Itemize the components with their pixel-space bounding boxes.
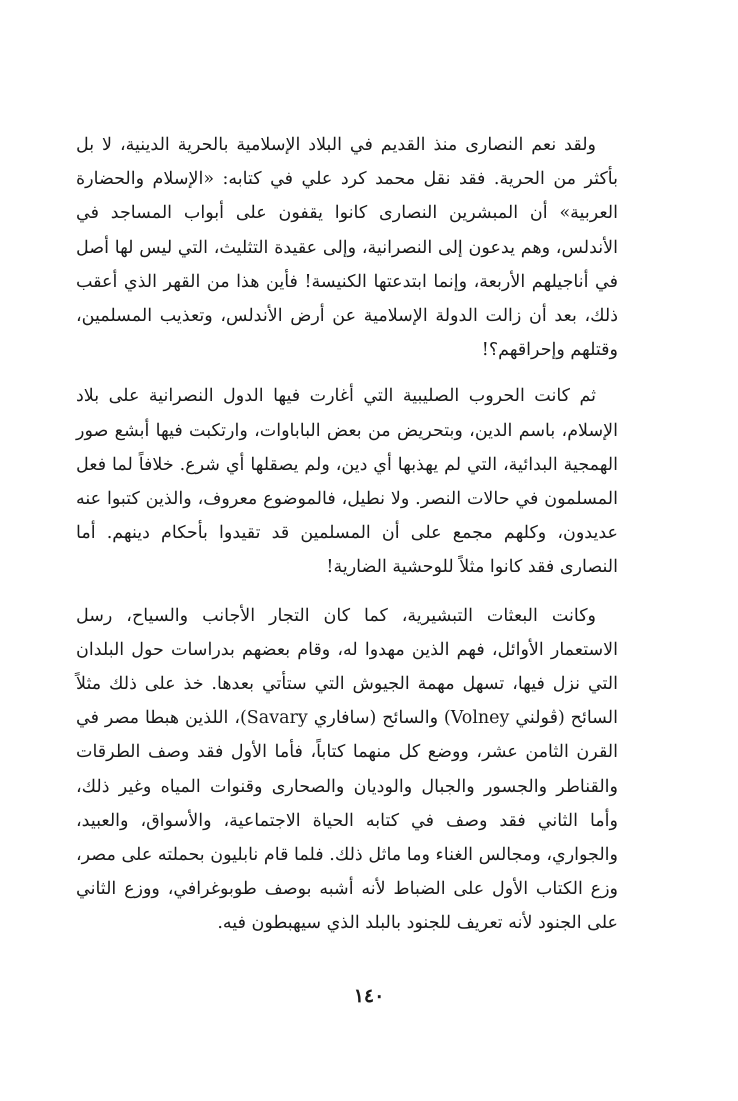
paragraph-3: وكانت البعثات التبشيرية، كما كان التجار الأجانب والسياح، رسل الاستعمار الأوائل، فهم الذين مهدوا له، وقام بعضهم بدراسات حول البلدان التي نزل فيها، تسهل مهمة الجيوش التي ستأتي بعدها. خذ على ذلك مثلاً السائح (ڤولني Volney) والسائح (سافاري Savary)، اللذين هبطا مصر في القرن الثامن عشر، ووضع كل منهما كتاباً، فأما الأول فقد وصف الطرقات والقناطر والجسور والجبال والوديان والصحارى وقنوات المياه وغير ذلك، وأما الثاني فقد وصف في كتابه الحياة الاجتماعية، والأسواق، والعبيد، والجواري، ومجالس الغناء وما ماثل ذلك. فلما قام نابليون بحملته على مصر، وزع الكتاب الأول على الضباط لأنه أشبه بوصف طوبوغرافي، ووزع الثاني على الجنود لأنه تعريف للجنود بالبلد الذي سيهبطون فيه.: [76, 605, 618, 934]
paragraph-1: ولقد نعم النصارى منذ القديم في البلاد الإسلامية بالحرية الدينية، لا بل بأكثر من الحرية. فقد نقل محمد كرد علي في كتابه: «الإسلام والحضارة العربية» أن المبشرين النصارى كانوا يقفون على أبواب المساجد في الأندلس، وهم يدعون إلى النصرانية، وإلى عقيدة التثليث، التي ليس لها أصل في أناجيلهم الأربعة، وإنما ابتدعتها الكنيسة! فأين هذا من القهر الذي أعقب ذلك، بعد أن زالت الدولة الإسلامية عن أرض الأندلس، وتعذيب المسلمين، وقتلهم وإحراقهم؟!: [76, 135, 618, 361]
paragraph-2: ثم كانت الحروب الصليبية التي أغارت فيها الدول النصرانية على بلاد الإسلام، باسم الدين، وبتحريض من بعض الباباوات، وارتكبت فيها أبشع صور الهمجية البدائية، التي لم يهذبها أي دين، ولم يصقلها أي شرع. خلافاً لما فعل المسلمون في حالات النصر. ولا نطيل، فالموضوع معروف، والذين كتبوا عنه عديدون، وكلهم مجمع على أن المسلمين قد تقيدوا بأحكام دينهم. أما النصارى فقد كانوا مثلاً للوحشية الضارية!: [76, 386, 618, 578]
body-text: [76, 128, 618, 953]
page-number: ١٤٠: [353, 985, 385, 1007]
